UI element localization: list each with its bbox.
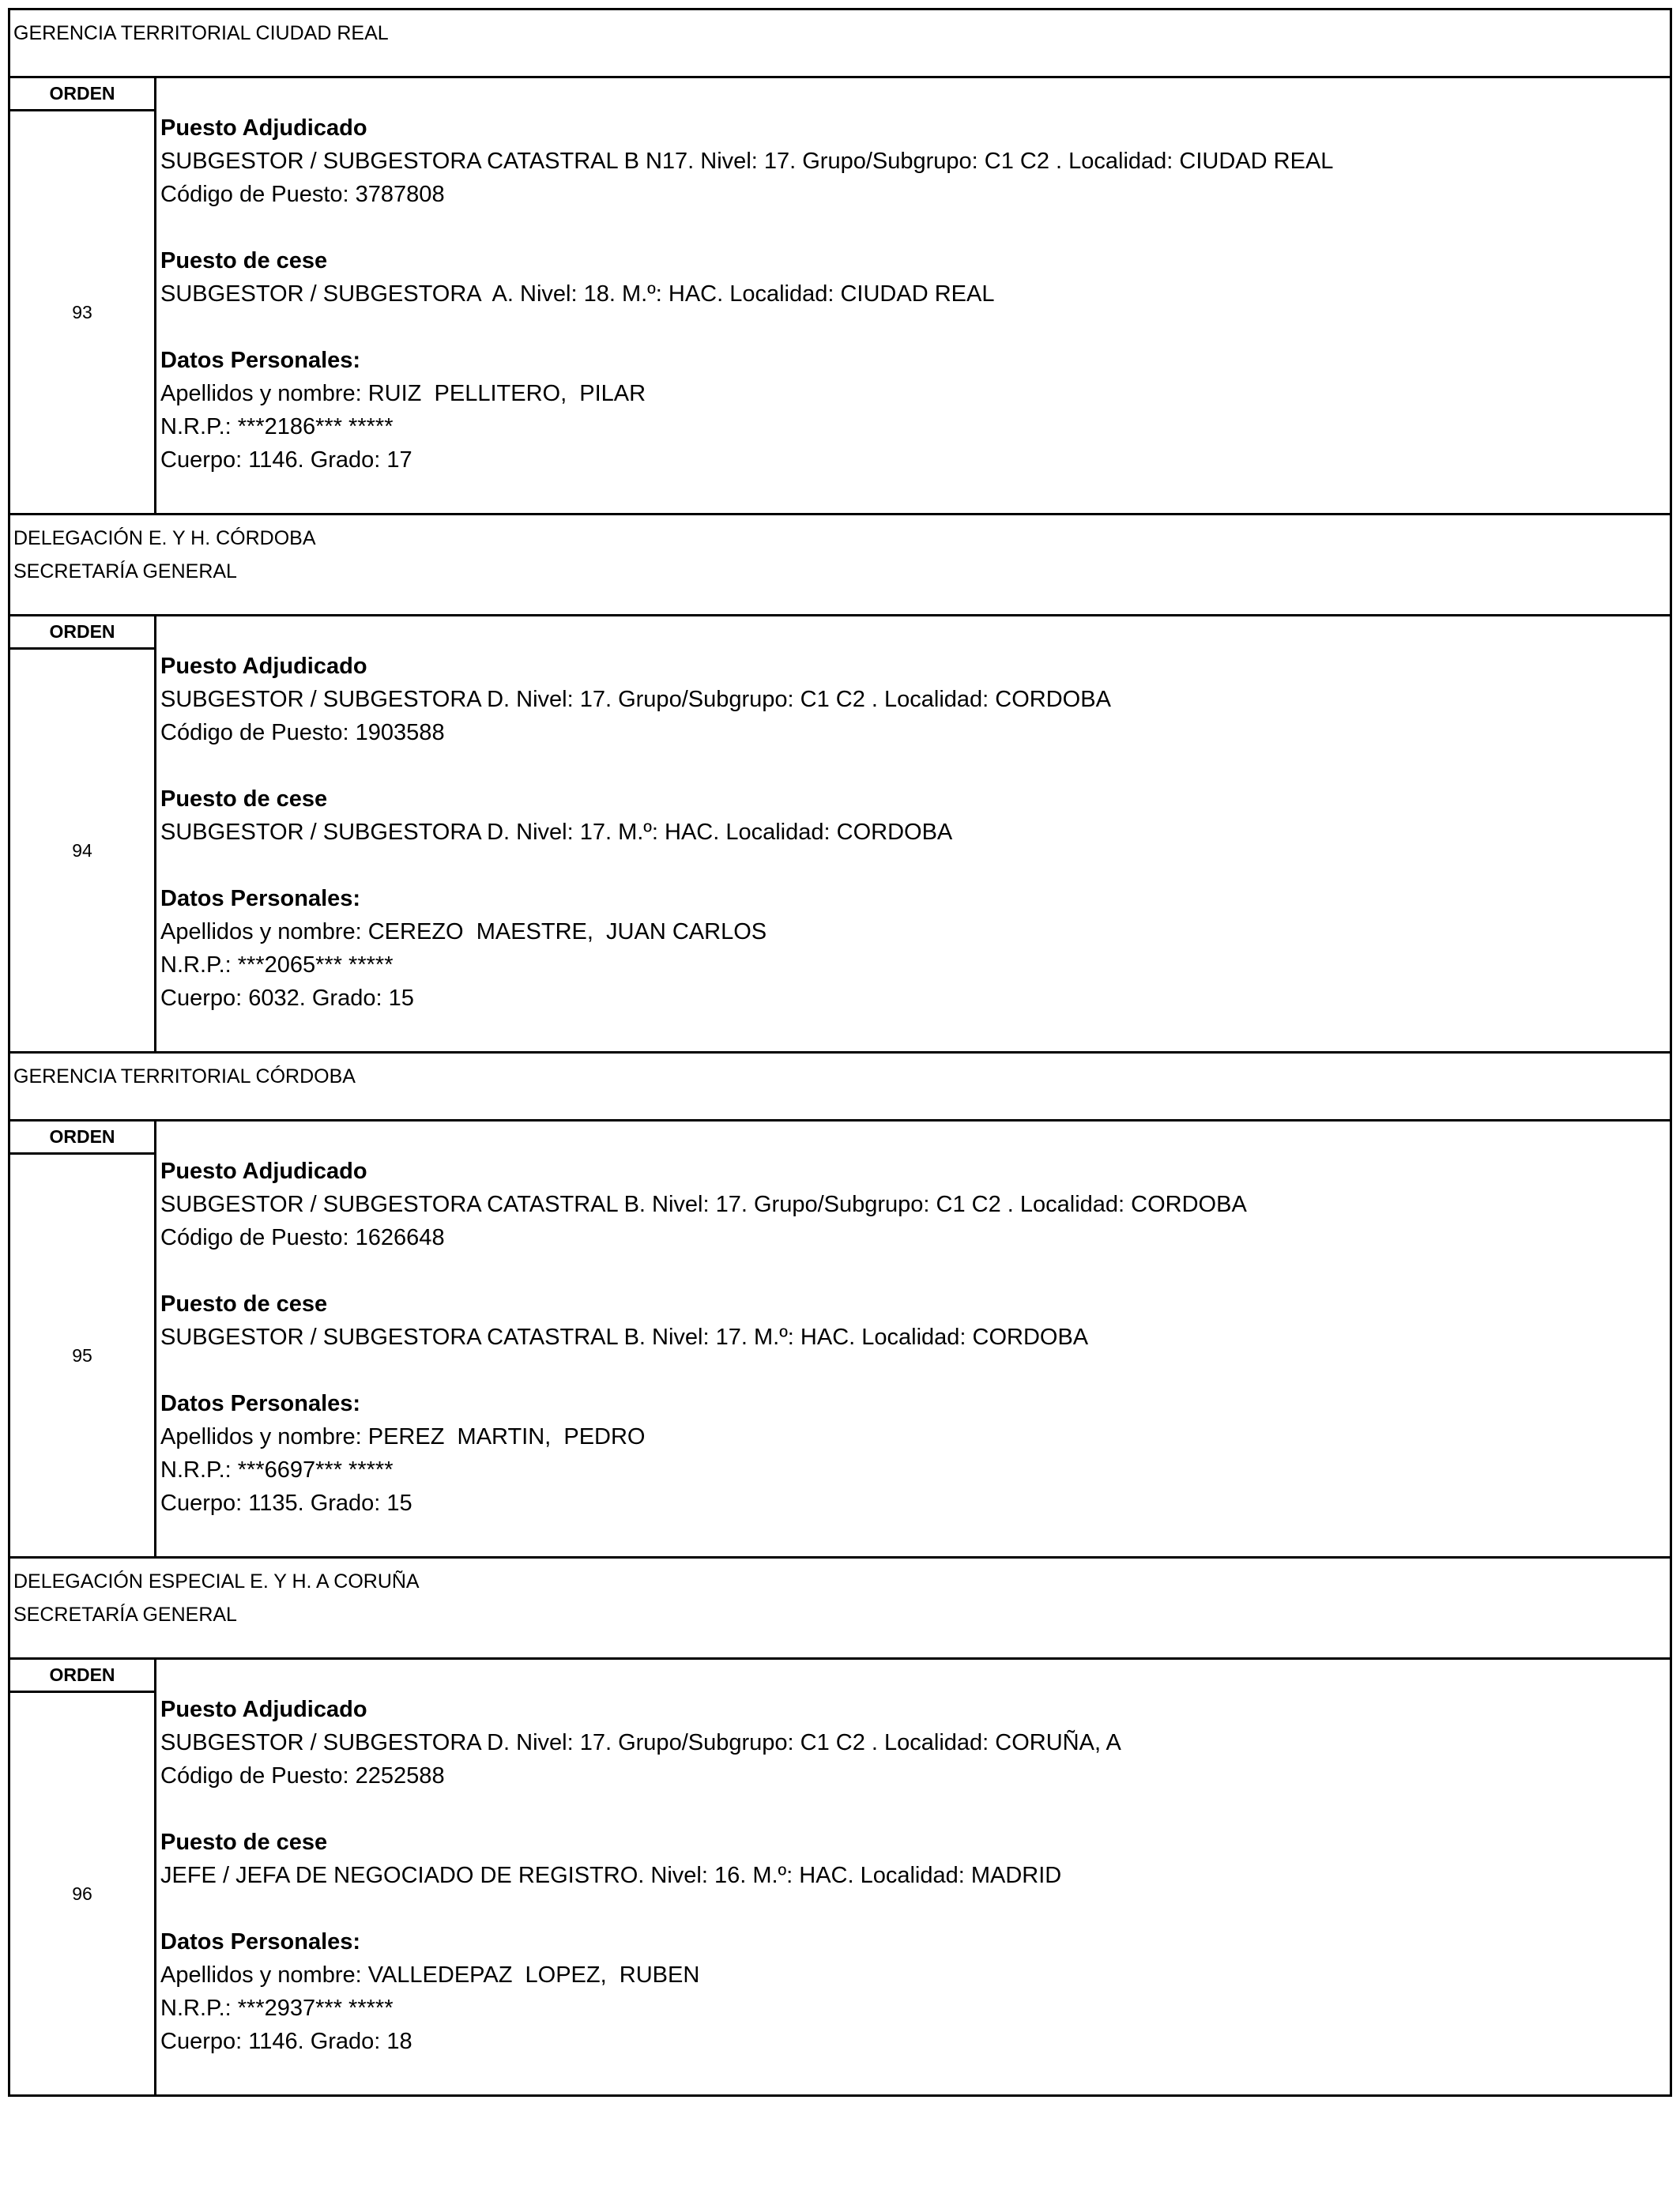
puesto-adjudicado-label: Puesto Adjudicado: [160, 1159, 367, 1184]
nrp: N.R.P.: ***6697*** *****: [160, 1457, 394, 1483]
section-header-line: GERENCIA TERRITORIAL CIUDAD REAL: [13, 22, 389, 44]
spacer: [160, 1793, 1670, 1826]
section-header-line: GERENCIA TERRITORIAL CÓRDOBA: [13, 1065, 356, 1088]
spacer: [160, 311, 1670, 344]
puesto-cese-value: SUBGESTOR / SUBGESTORA CATASTRAL B. Nivel: 17. M.º: HAC. Localidad: CORDOBA: [160, 1325, 1089, 1350]
section-header-line: DELEGACIÓN E. Y H. CÓRDOBA: [13, 527, 316, 549]
codigo-puesto: Código de Puesto: 2252588: [160, 1763, 445, 1789]
spacer: [160, 211, 1670, 244]
puesto-adjudicado-label: Puesto Adjudicado: [160, 654, 367, 679]
record-row: [10, 1122, 1670, 1559]
cuerpo-grado: Cuerpo: 6032. Grado: 15: [160, 986, 414, 1011]
codigo-puesto: Código de Puesto: 1903588: [160, 720, 445, 745]
puesto-adjudicado-value: SUBGESTOR / SUBGESTORA CATASTRAL B. Nivel: 17. Grupo/Subgrupo: C1 C2 . Localidad: CORDOBA: [160, 1192, 1247, 1217]
nrp: N.R.P.: ***2186*** *****: [160, 414, 394, 439]
puesto-cese-label: Puesto de cese: [160, 1291, 328, 1317]
datos-personales-label: Datos Personales:: [160, 1391, 361, 1416]
spacer: [160, 749, 1670, 782]
section-header: [10, 515, 1670, 616]
orden-number: 93: [72, 301, 92, 322]
puesto-cese-value: JEFE / JEFA DE NEGOCIADO DE REGISTRO. Nivel: 16. M.º: HAC. Localidad: MADRID: [160, 1863, 1062, 1888]
puesto-adjudicado-label: Puesto Adjudicado: [160, 1697, 367, 1722]
section-header-line: SECRETARÍA GENERAL: [13, 560, 237, 582]
record-content: [156, 1122, 1670, 1556]
puesto-adjudicado-value: SUBGESTOR / SUBGESTORA CATASTRAL B N17. Nivel: 17. Grupo/Subgrupo: C1 C2 . Localidad: CIUDAD REAL: [160, 149, 1334, 174]
puesto-adjudicado-label: Puesto Adjudicado: [160, 115, 367, 141]
record-content: [156, 1660, 1670, 2094]
codigo-puesto: Código de Puesto: 1626648: [160, 1225, 445, 1250]
spacer: [160, 1254, 1670, 1287]
orden-number: 94: [72, 839, 92, 861]
document-table: [8, 8, 1672, 2097]
record-row: [10, 1660, 1670, 2094]
puesto-cese-value: SUBGESTOR / SUBGESTORA A. Nivel: 18. M.º: HAC. Localidad: CIUDAD REAL: [160, 281, 995, 307]
nrp: N.R.P.: ***2065*** *****: [160, 952, 394, 978]
record-row: [10, 78, 1670, 515]
apellidos-nombre: Apellidos y nombre: VALLEDEPAZ LOPEZ, RUBEN: [160, 1962, 700, 1988]
datos-personales-label: Datos Personales:: [160, 348, 361, 373]
orden-label: ORDEN: [10, 78, 154, 111]
orden-number: 95: [72, 1344, 92, 1366]
puesto-cese-label: Puesto de cese: [160, 1830, 328, 1855]
spacer: [160, 1892, 1670, 1925]
spacer: [160, 849, 1670, 882]
section-header-line: DELEGACIÓN ESPECIAL E. Y H. A CORUÑA: [13, 1570, 420, 1593]
orden-label: ORDEN: [10, 616, 154, 650]
orden-column: [10, 1122, 156, 1556]
apellidos-nombre: Apellidos y nombre: CEREZO MAESTRE, JUAN CARLOS: [160, 919, 767, 944]
orden-label: ORDEN: [10, 1660, 154, 1693]
nrp: N.R.P.: ***2937*** *****: [160, 1996, 394, 2021]
puesto-adjudicado-value: SUBGESTOR / SUBGESTORA D. Nivel: 17. Grupo/Subgrupo: C1 C2 . Localidad: CORDOBA: [160, 687, 1111, 712]
section-header-line: SECRETARÍA GENERAL: [13, 1604, 237, 1626]
puesto-cese-label: Puesto de cese: [160, 248, 328, 273]
datos-personales-label: Datos Personales:: [160, 1929, 361, 1955]
puesto-adjudicado-value: SUBGESTOR / SUBGESTORA D. Nivel: 17. Grupo/Subgrupo: C1 C2 . Localidad: CORUÑA, A: [160, 1730, 1121, 1755]
orden-number: 96: [72, 1883, 92, 1904]
spacer: [160, 1354, 1670, 1387]
apellidos-nombre: Apellidos y nombre: PEREZ MARTIN, PEDRO: [160, 1424, 646, 1449]
section-header: [10, 10, 1670, 78]
record-content: [156, 616, 1670, 1051]
record-content: [156, 78, 1670, 513]
puesto-cese-value: SUBGESTOR / SUBGESTORA D. Nivel: 17. M.º: HAC. Localidad: CORDOBA: [160, 820, 953, 845]
orden-column: [10, 616, 156, 1051]
datos-personales-label: Datos Personales:: [160, 886, 361, 911]
cuerpo-grado: Cuerpo: 1146. Grado: 18: [160, 2029, 412, 2054]
record-row: [10, 616, 1670, 1054]
codigo-puesto: Código de Puesto: 3787808: [160, 182, 445, 207]
orden-label: ORDEN: [10, 1122, 154, 1155]
cuerpo-grado: Cuerpo: 1146. Grado: 17: [160, 447, 412, 473]
puesto-cese-label: Puesto de cese: [160, 786, 328, 812]
orden-column: [10, 1660, 156, 2094]
orden-column: [10, 78, 156, 513]
section-header: [10, 1054, 1670, 1122]
apellidos-nombre: Apellidos y nombre: RUIZ PELLITERO, PILAR: [160, 381, 646, 406]
section-header: [10, 1559, 1670, 1660]
cuerpo-grado: Cuerpo: 1135. Grado: 15: [160, 1491, 412, 1516]
